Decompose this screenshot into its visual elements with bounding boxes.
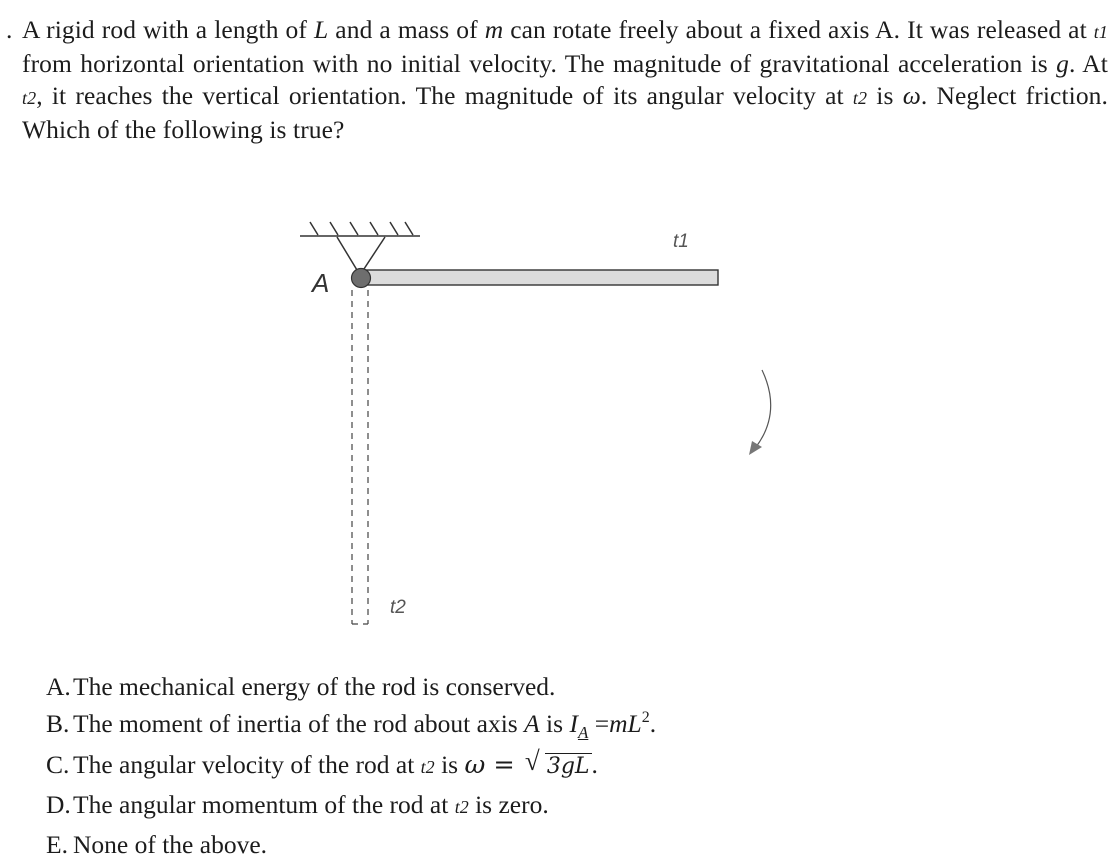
support-bracket [337,237,385,275]
rod-vertical-dashed [352,290,368,624]
option-b-text: The moment of inertia of the rod about axis A is $I_A =mL^2$. [73,709,657,742]
option-a-letter: A. [46,672,71,701]
option-a[interactable] [46,668,656,705]
fixed-support-hatch [300,222,420,236]
option-d-letter: D. [46,790,71,819]
option-e[interactable] [46,826,656,863]
t1-label: t1 [673,231,689,252]
question-bullet: . [6,15,13,44]
t2-label: t2 [390,597,406,618]
answer-options [46,668,656,863]
sqrt-expression: √ 3gL [524,746,590,779]
option-e-text: None of the above. [73,830,268,859]
option-c[interactable] [46,746,656,786]
option-e-letter: E. [46,830,68,859]
option-a-text: The mechanical energy of the rod is conserved. [73,672,556,701]
arrowhead-icon [749,441,762,455]
rod-horizontal [362,270,718,285]
pivot-axis-a [352,269,371,288]
pivot-label: A [312,268,330,298]
rotation-direction-arrow [756,370,771,447]
option-d-text: The angular momentum of the rod at t2 is zero. [73,790,549,819]
option-b[interactable] [46,705,656,746]
option-b-letter: B. [46,709,70,738]
question-text: . A rigid rod with a length of L and a mass of m can rotate freely about a fixed axis A. It was released at t1 from horizontal orientation with no initial velocity. The magnitude of gravitational acceleration is g. At t2, it reaches the vertical orientation. The magnitude of its angular velocity at t2 is ω. Neglect friction. Which of the following is true? [6,15,1108,144]
option-c-letter: C. [46,750,70,779]
option-d[interactable] [46,786,656,826]
option-c-text: The angular velocity of the rod at t2 is ω = √ 3gL. [73,746,598,786]
